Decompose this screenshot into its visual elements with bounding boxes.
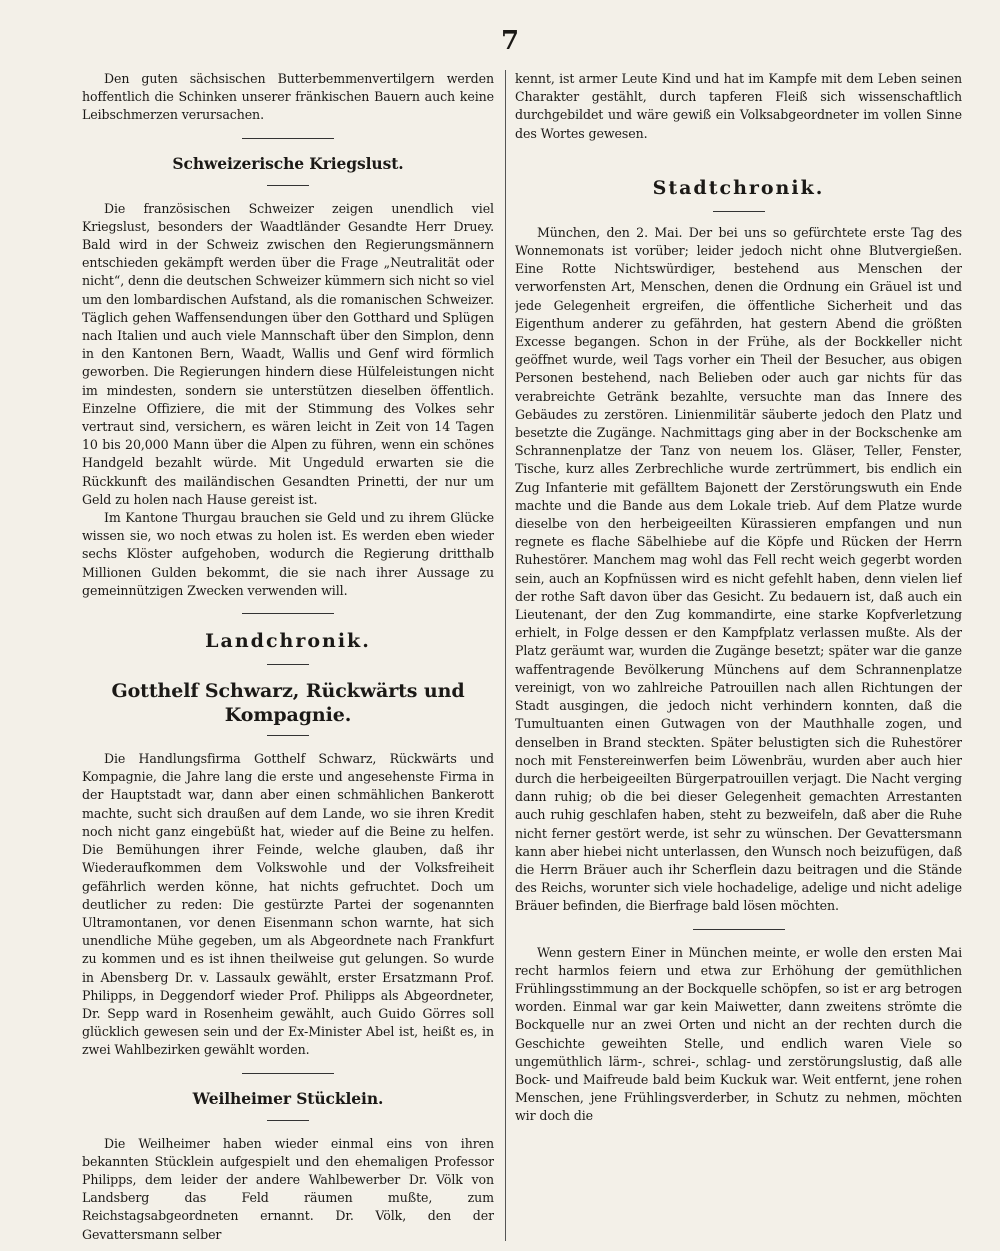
gotthelf-paragraph: Die Handlungsfirma Gotthelf Schwarz, Rückwärts und Kompagnie, die Jahre lang die erste und angesehenste Firma in der Hauptstadt war, dann aber einen schmählichen Bankerott machte, sucht sich draußen auf dem Lande, wo sie ihren Kredit noch nicht ganz eingebüßt hat, wieder auf die Beine zu helfen. Die Bemühungen ihrer Feinde, welche glauben, daß ihr Wiederaufkommen dem Volkswohle und der Volksfreiheit gefährlich werden könne, hat nichts gefruchtet. Doch um deutlicher zu reden: Die gestürzte Partei der sogenannten Ultramontanen, vor denen Eisenmann schon warnte, hat sich unendliche Mühe gegeben, um als Abgeordnete nach Frankfurt zu kommen und es ist ihnen theilweise gut gelungen. So wurde in Abensberg Dr. v. Lassaulx gewählt, erster Ersatzmann Prof. Philipps, in Deggendorf wieder Prof. Philipps als Abgeordneter, Dr. Sepp ward in Rosenheim gewählt, auch Guido Görres soll glücklich gewesen sein und der Ex-Minister Abel ist, heißt es, in zwei Wahlbezirken gewählt worden. bbox=[82, 751, 494, 1058]
page-number: 7 bbox=[500, 26, 520, 56]
right-column bbox=[515, 70, 962, 1243]
landchronik-heading: Landchronik. bbox=[205, 630, 371, 653]
stadtchronik-heading: Stadtchronik. bbox=[652, 176, 825, 199]
section-divider bbox=[242, 138, 334, 139]
section-divider bbox=[242, 613, 334, 614]
kriegslust-paragraph-1: Die französischen Schweizer zeigen unendlich viel Kriegslust, besonders der Waadtländer Gesandte Herr Druey. Bald wird in der Schweiz zwischen den Regierungsmännern entschieden gekämpft werden über die Frage „Neutralität oder nicht“, denn die deutschen Schweizer kümmern sich nicht so viel um den lombardischen Aufstand, als die romanischen Schweizer. Täglich gehen Waffensendungen über den Gotthard und Splügen nach Italien und auch viele Mannschaft über den Simplon, denn in den Kantonen Bern, Waadt, Wallis und Genf wird förmlich geworben. Die Regierungen hindern diese Hülfeleistungen nicht im mindesten, sondern sie unterstützen dieselben öffentlich. Einzelne Offiziere, die mit der Stimmung des Volkes sehr vertraut sind, versichern, es wären leicht in Zeit von 14 Tagen 10 bis 20,000 Mann über die Alpen zu führen, wenn ein schönes Handgeld bezahlt würde. Mit Ungeduld erwarten sie die Rückkunft des mailändischen Gesandten Prinetti, der nur um Geld zu holen nach Hause gereist ist. bbox=[82, 200, 494, 507]
heading-rule bbox=[267, 185, 309, 186]
weilheim-heading: Weilheimer Stücklein. bbox=[192, 1088, 384, 1108]
heading-rule bbox=[267, 664, 309, 665]
continuation-paragraph: kennt, ist armer Leute Kind und hat im Kampfe mit dem Leben seinen Charakter gestählt, durch tapferen Fleiß sich wissenschaftlich durchgebildet und wäre gewiß ein Volksabgeordneter im vollen Sinne des Wortes gewesen. bbox=[515, 71, 962, 141]
section-divider bbox=[693, 929, 785, 930]
column-divider bbox=[505, 70, 506, 1241]
heading-rule bbox=[267, 1120, 309, 1121]
kriegslust-heading: Schweizerische Kriegslust. bbox=[172, 153, 404, 173]
stadtchronik-paragraph-2: Wenn gestern Einer in München meinte, er wolle den ersten Mai recht harmlos feiern und etwa zur Erhöhung der gemüthlichen Frühlingsstimmung an der Bockquelle schöpfen, so ist er arg betrogen worden. Einmal war gar kein Maiwetter, dann zweitens strömte die Bockquelle nur an zwei Orten und nicht an der rechten durch die Geschichte geweihten Stelle, und endlich waren Viele so ungemüthlich lärm-, schrei-, schlag- und zerstörungslustig, daß alle Bock- und Maifreude bald beim Kuckuk war. Weit entfernt, jene rohen Menschen, jene Frühlingsverderber, in Schutz zu nehmen, möchten wir doch die bbox=[515, 944, 962, 1124]
heading-rule bbox=[267, 735, 309, 736]
heading-rule bbox=[713, 211, 765, 212]
gotthelf-heading: Gotthelf Schwarz, Rückwärts und Kompagnie. bbox=[111, 680, 465, 727]
kriegslust-paragraph-2: Im Kantone Thurgau brauchen sie Geld und zu ihrem Glücke wissen sie, wo noch etwas zu holen ist. Es werden eben wieder sechs Klöster aufgehoben, wodurch die Regierung dritthalb Millionen Gulden bekommt, die sie nach ihrer Aussage zu gemeinnützigen Zwecken verwenden will. bbox=[82, 510, 494, 598]
intro-paragraph: Den guten sächsischen Butterbemmenvertilgern werden hoffentlich die Schinken unserer fränkischen Bauern auch keine Leibschmerzen verursachen. bbox=[82, 71, 494, 123]
weilheim-paragraph: Die Weilheimer haben wieder einmal eins von ihren bekannten Stücklein aufgespielt und den ehemaligen Professor Philipps, dem leider der andere Wahlbewerber Dr. Völk von Landsberg das Feld räumen mußte, zum Reichstagsabgeordneten ernannt. Dr. Völk, den der Gevattersmann selber bbox=[82, 1135, 494, 1242]
left-column bbox=[82, 70, 494, 1243]
section-divider bbox=[242, 1073, 334, 1074]
stadtchronik-paragraph-1: München, den 2. Mai. Der bei uns so gefürchtete erste Tag des Wonnemonats ist vorüber; leider jedoch nicht ohne Blutvergießen. Eine Rotte Nichtswürdiger, bestehend aus Menschen der verworfensten Art, Menschen, denen die Ordnung ein Gräuel ist und jede Gelegenheit ergreifen, die öffentliche Sicherheit und das Eigenthum anderer zu gefährden, hat gestern Abend die größten Excesse begangen. Schon in der Frühe, als der Bockkeller nicht geöffnet wurde, weil Tags vorher ein Theil der Besucher, aus obigen Personen bestehend, nach Belieben oder auch gar nichts für das verabreichte Getränk bezahlte, versuchte man das Innere des Gebäudes zu zerstören. Linienmilitär säuberte jedoch den Platz und besetzte die Zugänge. Nachmittags ging aber in der Bockschenke am Schrannenplatze der Tanz von neuem los. Gläser, Teller, Fenster, Tische, kurz alles Zerbrechliche wurde zertrümmert, bis endlich ein Zug Infanterie mit gefälltem Bajonett der Zerstörungswuth ein Ende machte und die Bande aus dem Lokale trieb. Auf dem Platze wurde dieselbe von den herbeigeeilten Kürassieren empfangen und nun regnete es flache Säbelhiebe auf die Köpfe und Rücken der Herrn Ruhestörer. Manchem mag wohl das Fell recht weich gegerbt worden sein, auch an Kopfnüssen wird es nicht gefehlt haben, denn vielen lief der rothe Saft davon über das Gesicht. Zu bedauern ist, daß auch ein Lieutenant, der den Zug kommandirte, eine starke Kopfverletzung erhielt, in Folge dessen er den Kampfplatz verlassen mußte. Als der Platz geräumt war, wurden die Zugänge besetzt; später war die ganze waffentragende Bevölkerung Münchens auf dem Schrannenplatze vereinigt, von wo zahlreiche Patrouillen nach allen Richtungen der Stadt ausgingen, die jedoch nicht verhindern konnten, daß die Tumultuanten einen Gutwagen von der Mauthhalle zogen, und denselben in Brand steckten. Später belustigten sich die Ruhestörer noch mit Fenstereinwerfen beim Löwenbräu, wurden aber auch hier durch die herbeigeeilten Bürgerpatrouillen verjagt. Die Nacht verging dann ruhig; ob die bei dieser Gelegenheit gemachten Arrestanten auch ruhig geschlafen haben, steht zu bezweifeln, daß aber die Ruhe nicht ferner gestört werde, ist sehr zu wünschen. Der Gevattersmann kann aber hiebei nicht unterlassen, den Wunsch noch beizufügen, daß die Herrn Bräuer auch ihr Scherflein dazu beitragen und die Stände des Reichs, worunter sich viele hochadelige, adelige und nicht adelige Bräuer befinden, die Bierfrage bald lösen möchten. bbox=[515, 224, 962, 914]
